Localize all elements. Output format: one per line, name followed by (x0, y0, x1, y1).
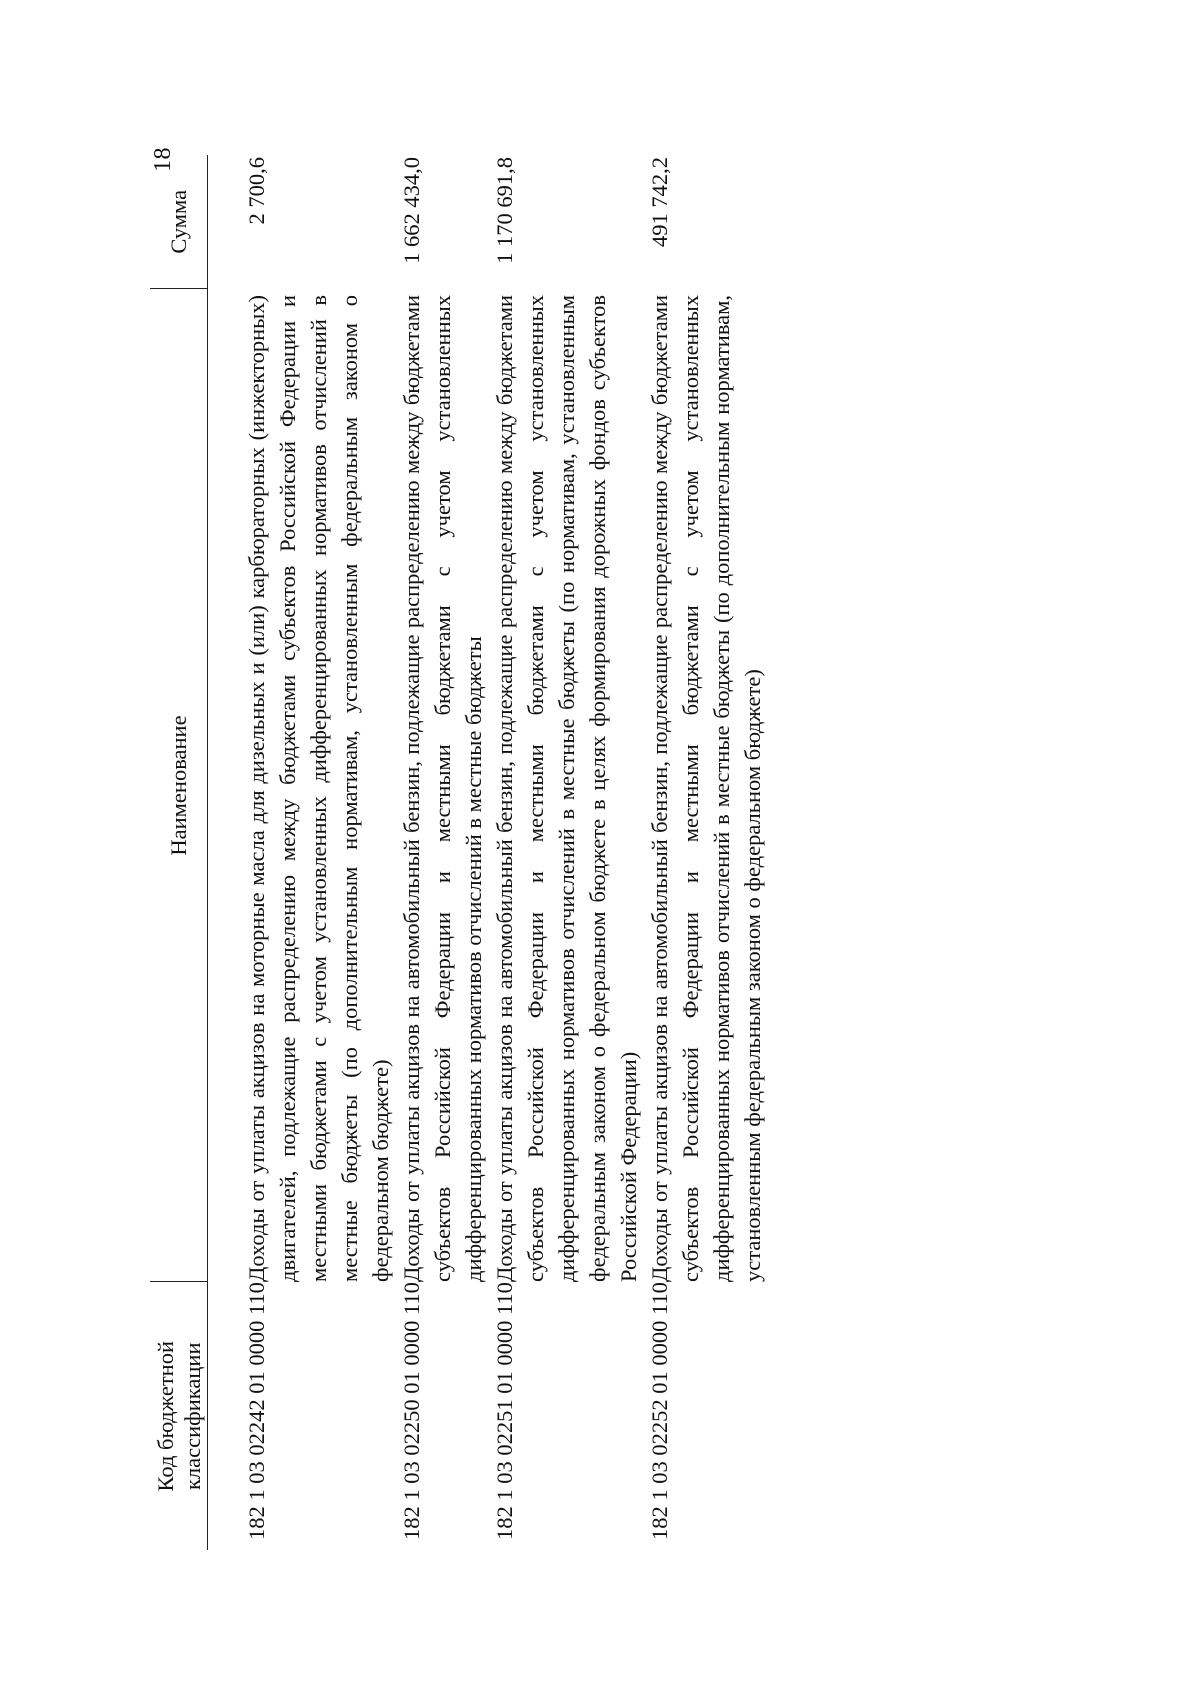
cell-code: 182 1 03 02242 01 0000 110 (244, 1282, 269, 1540)
cell-sum: 1 662 434,0 (399, 157, 424, 264)
cell-sum: 2 700,6 (244, 157, 269, 225)
table-row (208, 155, 397, 1550)
table-body (208, 155, 769, 1550)
cell-code: 182 1 03 02251 01 0000 110 (492, 1282, 517, 1540)
header-code: Код бюджетной классификации (150, 1282, 208, 1550)
cell-name: Доходы от уплаты акцизов на автомобильный бензин, подлежащие распределению между бюджетами субъектов Российской Федерации и местными бюджетами с учетом установленных дифференцированных нормативов отчислений в местные бюджеты (399, 295, 486, 1282)
cell-name: Доходы от уплаты акцизов на автомобильный бензин, подлежащие распределению между бюджетами субъектов Российской Федерации и местными бюджетами с учетом установленных дифференцированных нормативов отчислений в местные бюджеты (по дополнительным нормативам, установленным федеральным законом о федеральном бюджете) (647, 295, 765, 1282)
cell-sum: 1 170 691,8 (492, 157, 517, 264)
cell-sum: 491 742,2 (647, 157, 672, 247)
page-number: 18 (150, 147, 176, 172)
cell-name: Доходы от уплаты акцизов на моторные масла для дизельных и (или) карбюраторных (инжекторных) двигателей, подлежащие распределению между бюджетами субъектов Российской Федерации и местными бюджетами с учетом установленных дифференцированных нормативов отчислений в местные бюджеты (по дополнительным нормативам, установленным федеральным законом о федеральном бюджете) (244, 295, 393, 1282)
table-row (644, 155, 768, 1550)
header-row (150, 155, 208, 1550)
rotated-document-page (150, 140, 1050, 1560)
table-row (396, 155, 489, 1550)
header-name: Наименование (150, 289, 208, 1282)
cell-name: Доходы от уплаты акцизов на автомобильный бензин, подлежащие распределению между бюджетами субъектов Российской Федерации и местными бюджетами с учетом установленных дифференцированных нормативов отчислений в местные бюджеты (по нормативам, установленным федеральным законом о федеральном бюджете в целях формирования дорожных фондов субъектов Российской Федерации) (492, 295, 641, 1282)
cell-code: 182 1 03 02252 01 0000 110 (647, 1282, 672, 1540)
header-sum: Сумма (150, 155, 208, 289)
table-header (150, 155, 208, 1550)
table-row (489, 155, 644, 1550)
cell-code: 182 1 03 02250 01 0000 110 (399, 1282, 424, 1540)
budget-revenue-table (150, 155, 768, 1550)
